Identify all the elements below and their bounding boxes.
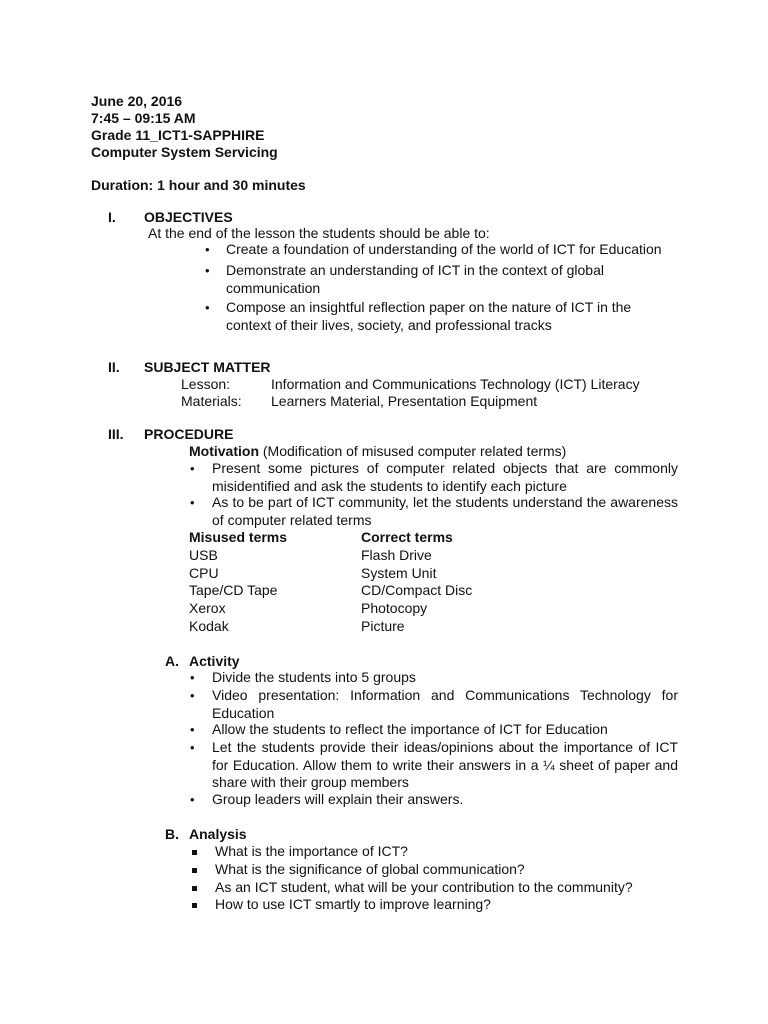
analysis-text: How to use ICT smartly to improve learning? (215, 896, 491, 912)
lesson-value: Information and Communications Technology (ICT) Literacy (271, 376, 640, 392)
bullet-icon: • (205, 242, 210, 257)
motivation-note: (Modification of misused computer related terms) (262, 443, 567, 459)
correct-term: Flash Drive (361, 547, 432, 563)
lesson-date: June 20, 2016 (91, 93, 183, 109)
analysis-text: As an ICT student, what will be your contribution to the community? (215, 879, 633, 895)
duration: Duration: 1 hour and 30 minutes (91, 177, 306, 193)
activity-heading: Activity (189, 653, 240, 669)
subject-matter-heading: SUBJECT MATTER (144, 359, 271, 375)
misused-term: Tape/CD Tape (189, 582, 278, 598)
bullet-icon: • (205, 300, 210, 315)
subject-title: Computer System Servicing (91, 144, 278, 160)
activity-text: Allow the students to reflect the importance of ICT for Education (212, 721, 608, 737)
materials-label: Materials: (181, 393, 242, 409)
activity-text: Let the students provide their ideas/opinions about the importance of ICT for Education. Allow them to write their answers in a ¼ sheet of paper and share with their group members (212, 739, 678, 790)
objectives-intro: At the end of the lesson the students should be able to: (148, 225, 490, 241)
bullet-icon: • (190, 740, 195, 755)
lesson-label: Lesson: (181, 376, 231, 392)
analysis-letter: B. (165, 826, 179, 842)
subject-matter-numeral: II. (108, 359, 120, 375)
misused-term: Kodak (189, 618, 229, 634)
correct-terms-header: Correct terms (361, 529, 453, 545)
motivation-label: Motivation (189, 443, 259, 459)
misused-term: USB (189, 547, 218, 563)
bullet-icon: • (190, 688, 195, 703)
bullet-icon: • (190, 461, 195, 476)
bullet-icon: • (190, 670, 195, 685)
correct-term: System Unit (361, 565, 437, 581)
misused-term: CPU (189, 565, 219, 581)
motivation-text: As to be part of ICT community, let the students understand the awareness of computer related terms (212, 494, 678, 528)
objectives-heading: OBJECTIVES (144, 209, 233, 225)
motivation-line (189, 442, 566, 460)
analysis-heading: Analysis (189, 826, 247, 842)
square-bullet-icon (192, 886, 197, 891)
activity-text: Divide the students into 5 groups (212, 669, 416, 685)
analysis-text: What is the significance of global communication? (215, 861, 525, 877)
procedure-numeral: III. (108, 426, 124, 442)
activity-text: Group leaders will explain their answers. (212, 791, 464, 807)
bullet-icon: • (205, 263, 210, 278)
correct-term: Photocopy (361, 600, 428, 616)
motivation-text: Present some pictures of computer related objects that are commonly misidentified and ask the students to identify each picture (212, 460, 678, 494)
correct-term: CD/Compact Disc (361, 582, 473, 598)
activity-letter: A. (165, 653, 179, 669)
square-bullet-icon (192, 850, 197, 855)
square-bullet-icon (192, 903, 197, 908)
bullet-icon: • (190, 792, 195, 807)
grade-section: Grade 11_ICT1-SAPPHIRE (91, 127, 265, 143)
bullet-icon: • (190, 495, 195, 510)
procedure-heading: PROCEDURE (144, 426, 234, 442)
analysis-text: What is the importance of ICT? (215, 843, 408, 859)
objective-text: Compose an insightful reflection paper on the nature of ICT in the context of their lives, society, and professional tracks (226, 299, 632, 333)
misused-term: Xerox (189, 600, 226, 616)
materials-value: Learners Material, Presentation Equipment (271, 393, 538, 409)
activity-text: Video presentation: Information and Communications Technology for Education (212, 687, 678, 721)
misused-terms-header: Misused terms (189, 529, 288, 545)
correct-term: Picture (361, 618, 405, 634)
objective-text: Demonstrate an understanding of ICT in the context of global communication (226, 262, 604, 296)
square-bullet-icon (192, 868, 197, 873)
bullet-icon: • (190, 722, 195, 737)
lesson-time: 7:45 – 09:15 AM (91, 110, 196, 126)
objectives-numeral: I. (108, 209, 116, 225)
objective-text: Create a foundation of understanding of the world of ICT for Education (226, 241, 662, 257)
